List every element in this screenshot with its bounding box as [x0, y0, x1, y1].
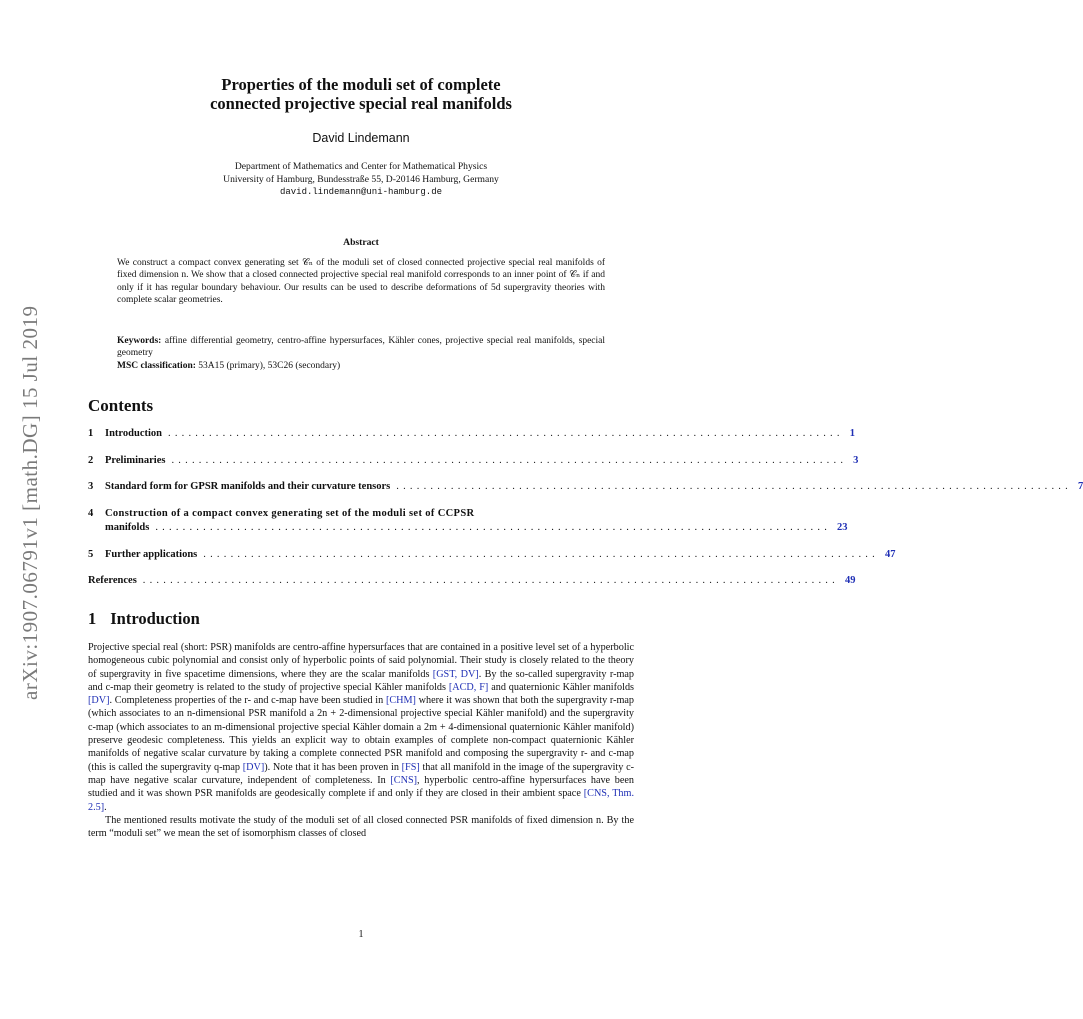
- toc-number: 3: [88, 481, 94, 492]
- section-heading: [88, 609, 200, 629]
- section-number: 1: [88, 609, 97, 628]
- citation-link[interactable]: [DV]: [242, 761, 265, 773]
- toc-entry-references[interactable]: [88, 574, 856, 588]
- toc-label: Further applications: [105, 549, 198, 560]
- citation-link[interactable]: [CHM]: [385, 695, 416, 707]
- paragraph-1: [88, 641, 634, 814]
- toc-leader: ...................................................................................................: [155, 522, 832, 533]
- citation-link[interactable]: [ACD, F]: [448, 681, 489, 693]
- toc-label-continued: manifolds: [105, 522, 150, 533]
- paragraph-text: and quaternionic Kähler manifolds: [488, 681, 634, 693]
- paragraph-text: Projective special real (short: PSR) manifolds are centro-affine hypersurfaces that are contained in a positive level set of a hyperbolic homogeneous cubic polynomial and consist only of hyperbolic points of said polynomial. Their study is closely related to the theory of supergravity in five spacetime dimensions, where they are the scalar manifolds: [88, 642, 634, 680]
- toc-label: Construction of a compact convex generating set of the moduli set of CCPSR: [105, 508, 475, 519]
- toc-label: References: [88, 575, 137, 586]
- citation-link[interactable]: [CNS, Thm. 2.5]: [88, 788, 634, 813]
- affiliation-line-1: Department of Mathematics and Center for Mathematical Physics: [234, 161, 488, 172]
- paragraph-text: . By the so-called supergravity r-map and c-map their geometry is related to the study of projective special Kähler manifolds: [88, 668, 635, 693]
- toc-entry-construction-continued[interactable]: [105, 521, 848, 535]
- toc-entry-standard-form[interactable]: [88, 480, 1083, 494]
- citation-link[interactable]: [GST, DV]: [432, 668, 479, 680]
- keywords-label: Keywords:: [117, 336, 162, 346]
- citation-link[interactable]: [DV]: [88, 695, 110, 707]
- abstract-text: We construct a compact convex generating set 𝒞ₙ of the moduli set of closed connected projective special real manifolds of fixed dimension n. We show that a closed connected projective special real manifold corresponds to an inner point of 𝒞ₙ if and only if it has regular boundary behaviour. Our results can be used to describe deformations of 5d supergravity theories with complete scalar geometries.: [117, 258, 605, 305]
- toc-page-link[interactable]: 49: [844, 575, 856, 586]
- keywords-text: affine differential geometry, centro-affine hypersurfaces, Kähler cones, projective special real manifolds, special geometry: [117, 336, 605, 359]
- toc-leader: ...................................................................................................: [171, 455, 848, 466]
- toc-leader: ...................................................................................................: [203, 549, 879, 560]
- toc-page-link[interactable]: 1: [849, 428, 855, 439]
- msc-text: 53A15 (primary), 53C26 (secondary): [198, 360, 341, 371]
- toc-page-link[interactable]: 23: [837, 522, 848, 533]
- introduction-body: [88, 641, 634, 840]
- toc-number: 4: [88, 508, 94, 519]
- toc-page-link[interactable]: 47: [884, 549, 896, 560]
- paper-title: [88, 75, 634, 113]
- toc-entry-construction[interactable]: [88, 507, 634, 521]
- toc-label: Introduction: [105, 428, 162, 439]
- affiliation-line-2: University of Hamburg, Bundesstraße 55, D-20146 Hamburg, Germany: [223, 174, 499, 185]
- paragraph-text: where it was shown that both the supergravity r-map (which associates to an n-dimensional PSR manifold a 2n + 2-dimensional projective special Kähler manifold) and the supergravity c-map (which associates to an m-dimensional projective special Kähler domain a 2m + 4-dimensional quaternionic Kähler manifold) preserve geodesic completeness. This yields an explicit way to obtain examples of complete non-compact quaternionic Kähler manifolds of negative scalar curvature by taking a complete connected PSR manifold and composing the supergravity r- and c-map (this is called the supergravity q-map: [88, 695, 634, 773]
- toc-label: Preliminaries: [105, 455, 166, 466]
- author-email[interactable]: david.lindemann@uni-hamburg.de: [279, 187, 443, 197]
- section-title: Introduction: [110, 609, 200, 628]
- toc-page-link[interactable]: 3: [853, 455, 859, 466]
- toc-leader: ...................................................................................................: [168, 428, 844, 439]
- toc-number: 1: [88, 428, 94, 439]
- keywords-block: [117, 335, 605, 372]
- paragraph-2: The mentioned results motivate the study of the moduli set of all closed connected PSR manifolds of fixed dimension n. By the term “moduli set” we mean the set of isomorphism classes of closed: [88, 814, 634, 840]
- paragraph-text: . Completeness properties of the r- and c-map have been studied in: [109, 695, 386, 707]
- toc-number: 5: [88, 549, 94, 560]
- affiliation: [88, 160, 634, 199]
- toc-leader: ......................................................................................................: [142, 575, 839, 586]
- contents-heading: Contents: [88, 396, 154, 415]
- toc-entry-further-applications[interactable]: [88, 548, 896, 562]
- page-number: 1: [358, 929, 364, 940]
- citation-link[interactable]: [CNS]: [390, 774, 418, 786]
- paragraph-text: ). Note that it has been proven in: [264, 761, 402, 773]
- title-line-1: Properties of the moduli set of complete: [221, 75, 501, 94]
- author-name: David Lindemann: [312, 131, 410, 145]
- paragraph-text: .: [104, 801, 107, 813]
- arxiv-stamp: arXiv:1907.06791v1 [math.DG] 15 Jul 2019: [18, 305, 42, 700]
- toc-entry-preliminaries[interactable]: [88, 454, 859, 468]
- toc-entry-introduction[interactable]: [88, 427, 855, 441]
- paragraph-text: , hyperbolic centro-affine hypersurfaces have been studied and it was shown PSR manifolds are geodesically complete if and only if they are closed in their ambient space: [88, 774, 634, 800]
- citation-link[interactable]: [FS]: [401, 761, 420, 773]
- title-line-2: connected projective special real manifolds: [210, 94, 512, 113]
- toc-page-link[interactable]: 7: [1077, 481, 1083, 492]
- abstract-heading: Abstract: [343, 237, 379, 248]
- paragraph-text: that all manifold in the image of the supergravity c-map have negative scalar curvature, independent of completeness. In: [88, 761, 634, 786]
- toc-leader: ...................................................................................................: [396, 481, 1072, 492]
- toc-label: Standard form for GPSR manifolds and their curvature tensors: [105, 481, 391, 492]
- toc-number: 2: [88, 455, 94, 466]
- msc-label: MSC classification:: [117, 360, 196, 371]
